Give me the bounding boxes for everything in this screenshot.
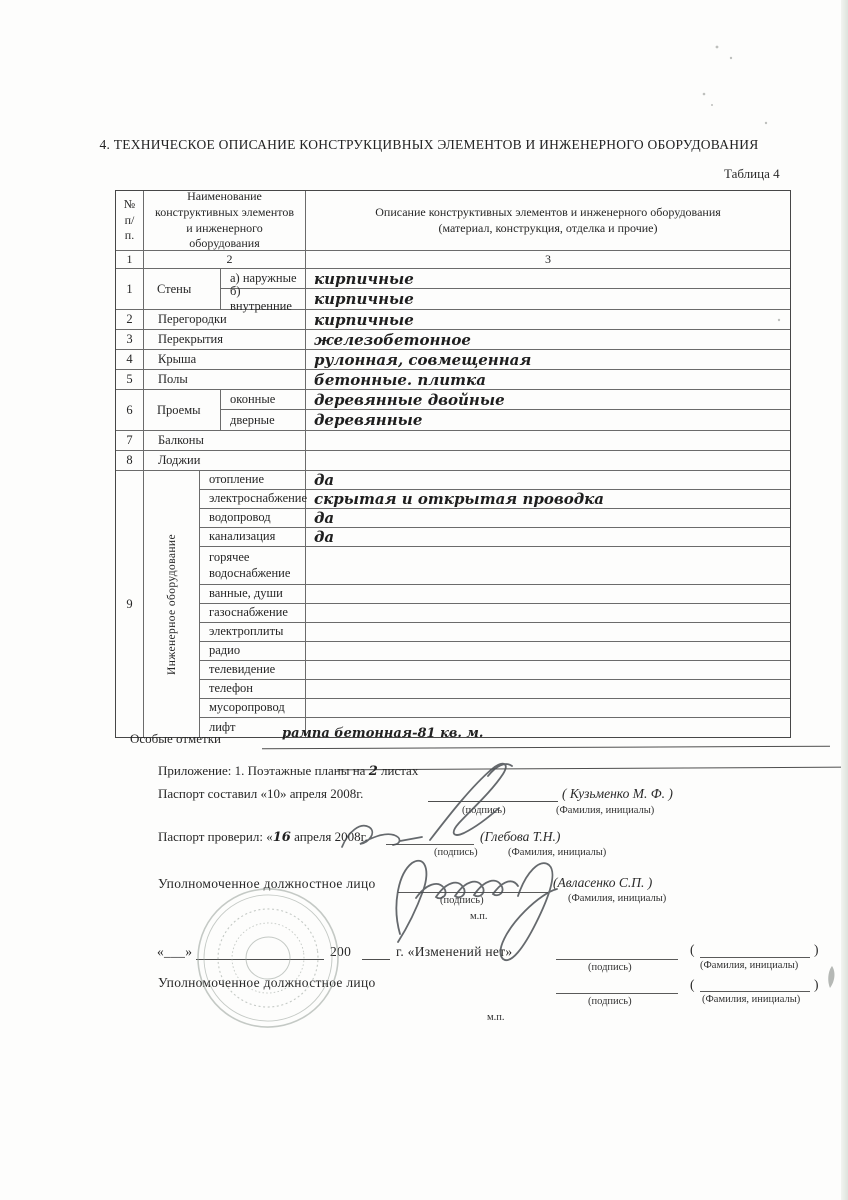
sub-label: электроснабжение [200,490,306,508]
row-group-label: Стены [144,269,221,309]
changes-year: 200 [330,944,352,959]
row-description: кирпичные [314,310,414,329]
sub-label: б) внутренние [221,289,306,309]
row-description: бетонные. плитка [314,370,486,389]
checked-name: (Глебова Т.Н.) [480,829,561,844]
row-description: скрытая и открытая проводка [314,490,605,508]
colnum-1: 1 [116,251,144,268]
table-row [116,370,790,390]
header-desc-line1: Описание конструктивных элементов и инженерного оборудования [375,204,721,219]
row-number: 7 [116,431,144,450]
changes-date-line [196,959,324,960]
sub-row [200,547,790,585]
round-stamp-icon [189,880,347,1036]
sub-label: телевидение [200,661,306,679]
sub-row [200,509,790,528]
row-number: 1 [116,269,144,309]
colnum-2: 2 [144,251,306,268]
stamp-place-label: м.п. [470,911,488,922]
sub-row [200,680,790,699]
table-row [116,431,790,451]
row-description [306,431,790,450]
checked-label: Паспорт проверил: « [158,829,273,844]
sub-label: газоснабжение [200,604,306,622]
vertical-group-label: Инженерное оборудование [165,533,178,675]
compiled-name: ( Кузьменко М. Ф. ) [562,786,673,801]
table-row [116,451,790,471]
sub-row [200,471,790,490]
table-caption: Таблица 4 [724,166,780,181]
sub-row [221,390,790,410]
row-label: Крыша [144,350,306,369]
row-description: да [314,528,335,546]
checked-day: 16 [272,830,291,845]
signature-caption: (подпись) [588,996,632,1007]
sub-row [221,284,790,313]
row-number: 8 [116,451,144,470]
name-caption: (Фамилия, инициалы) [568,893,667,904]
row-description: да [314,471,335,489]
checked-date: апреля 2008г. [290,829,368,844]
row-description [306,623,790,641]
description-table [115,190,791,738]
row-number: 4 [116,350,144,369]
header-desc [306,191,790,250]
row-label: Перегородки [144,310,306,329]
notes-line [262,746,830,749]
table-row [116,269,790,313]
sub-label: водопровод [200,509,306,527]
header-num: № п/п. [116,191,144,250]
table-row [116,390,790,431]
row-description: деревянные [314,411,423,429]
sub-row [200,604,790,623]
changes-quotes: «___» [157,944,193,959]
sub-label: а) наружные [221,269,306,288]
stamp-place-label-2: м.п. [487,1012,505,1023]
row-label: Лоджии [144,451,306,470]
official-name: (Авласенко С.П. ) [553,875,653,890]
sub-row [200,661,790,680]
header-name: Наименование конструктивных элементов и инженерного оборудования [144,191,306,250]
margin-ink-mark [828,966,834,988]
paren-open: ( [690,942,695,957]
special-notes-value: рампа бетонная-81 кв. м. [282,726,484,741]
row-description [306,547,790,584]
row-number: 5 [116,370,144,389]
sub-label: электроплиты [200,623,306,641]
changes-signature-line [556,959,678,960]
row-description [306,680,790,698]
sub-row [200,699,790,718]
row-description: деревянные двойные [314,390,505,409]
row-description [306,642,790,660]
row-group-label [144,471,200,737]
name-caption: (Фамилия, инициалы) [556,805,655,816]
sub-row [200,585,790,604]
row-label: Полы [144,370,306,389]
row-number: 9 [116,471,144,737]
sub-label: дверные [221,410,306,430]
table-row [116,310,790,330]
row-description [306,661,790,679]
attachment-line [158,763,418,779]
changes-year-line [362,959,390,960]
sub-row [221,410,790,430]
paren-close: ) [814,942,819,957]
changes-text: г. «Изменений нет» [396,944,513,959]
sub-label: телефон [200,680,306,698]
row-description: кирпичные [314,269,414,288]
name-caption: (Фамилия, инициалы) [702,994,801,1005]
official2-name-line [700,991,810,992]
sub-row [200,642,790,661]
name-caption: (Фамилия, инициалы) [700,960,799,971]
compiled-label: Паспорт составил «10» апреля 2008г. [158,786,364,801]
signature-caption: (подпись) [588,962,632,973]
compiled-signature-line [428,801,558,802]
page-title: 4. ТЕХНИЧЕСКОЕ ОПИСАНИЕ КОНСТРУКЦИВНЫХ ЭЛЕМЕНТОВ И ИНЖЕНЕРНОГО ОБОРУДОВАНИЯ [99,137,759,152]
official-label: Уполномоченное должностное лицо [158,876,376,891]
column-number-row [116,251,790,269]
row-description [306,451,790,470]
special-notes-label: Особые отметки [130,731,221,746]
sub-label: отопление [200,471,306,489]
row-description [306,585,790,603]
official2-label: Уполномоченное должностное лицо [158,975,376,990]
row-description: да [314,509,335,527]
row-description: железобетонное [314,330,471,349]
signature-caption: (подпись) [462,805,506,816]
sub-label: лифт [200,718,306,737]
sub-row [200,528,790,547]
paren-open: ( [690,977,695,992]
sub-label: ванные, души [200,585,306,603]
signature-caption: (подпись) [440,895,484,906]
sub-row [200,490,790,509]
checked-line [158,829,368,845]
official-signature-line [398,892,548,893]
sub-row [200,623,790,642]
sub-row [221,269,790,289]
table-row [116,471,790,737]
sub-label: радио [200,642,306,660]
row-number: 6 [116,390,144,430]
signature-caption: (подпись) [434,847,478,858]
row-group-label: Проемы [144,390,221,430]
scan-edge-shadow [841,0,848,1200]
row-description: кирпичные [314,290,414,308]
row-description: рулонная, совмещенная [314,350,532,369]
row-description [306,604,790,622]
attachment-suffix: листах [381,763,419,778]
row-label: Перекрытия [144,330,306,349]
name-caption: (Фамилия, инициалы) [508,847,607,858]
row-number: 3 [116,330,144,349]
header-desc-line2: (материал, конструкция, отделка и прочие) [438,220,658,235]
attachment-prefix: Приложение: 1. Поэтажные планы на [158,763,366,778]
official2-signature-line [556,993,678,994]
changes-name-line [700,957,810,958]
table-row [116,350,790,370]
row-description [306,699,790,717]
attachment-sheets-count: 2 [368,764,378,779]
table-header-row [116,191,790,251]
paren-close: ) [814,977,819,992]
sub-label: горячее водоснабжение [200,547,306,584]
checked-signature-line [386,844,474,845]
sub-label: канализация [200,528,306,546]
sub-label: мусоропровод [200,699,306,717]
row-label: Балконы [144,431,306,450]
colnum-3: 3 [545,252,551,266]
row-number: 2 [116,310,144,329]
table-row [116,330,790,350]
sub-label: оконные [221,390,306,409]
